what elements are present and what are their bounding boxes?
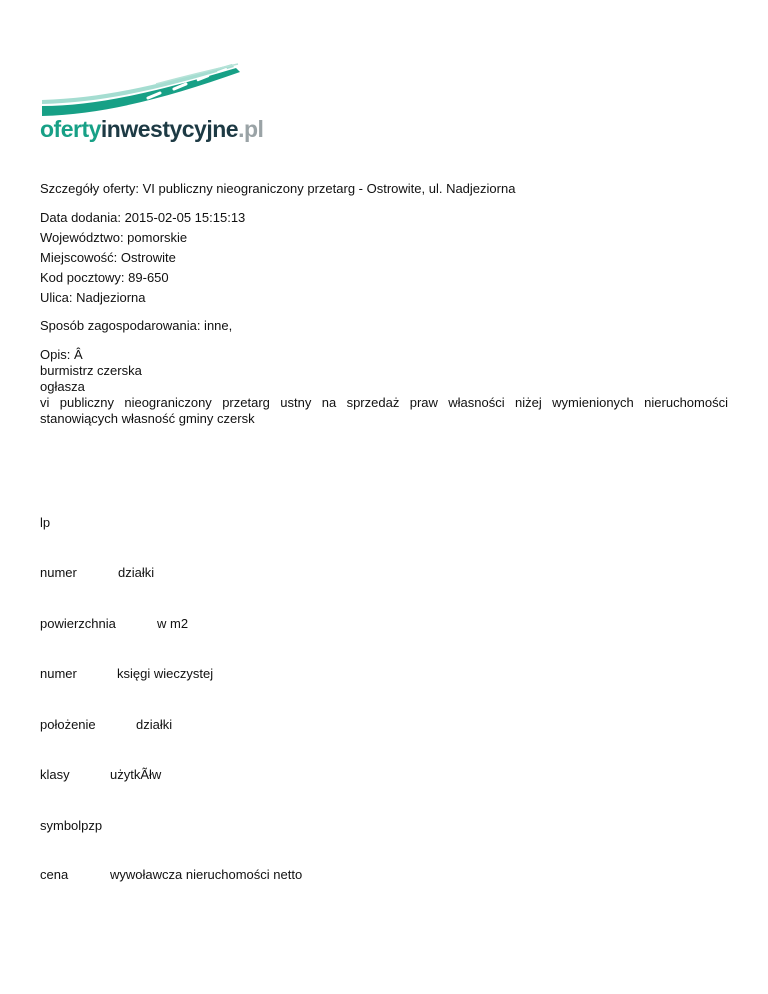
description-line-3: vi publiczny nieograniczony przetarg ustny na sprzedaż praw własności niżej wymienionych nieruchomości stanowiących własność gminy czersk [40, 395, 728, 426]
description [40, 347, 728, 427]
header-col-a: klasy [40, 767, 70, 782]
header-col-b: działki [118, 565, 155, 580]
description-line-1: burmistrz czerska [40, 363, 142, 378]
header-col-a: symbolpzp [40, 818, 103, 833]
usage: Sposób zagospodarowania: inne, [40, 318, 233, 333]
road-logo-icon [36, 62, 246, 118]
header-col-a: numer [40, 666, 77, 681]
brand-wordmark [40, 116, 263, 143]
header-col-b: działki [136, 717, 173, 732]
header-col-a: powierzchnia [40, 616, 116, 631]
header-col-a: numer [40, 565, 77, 580]
brand-part-oferty: oferty [40, 116, 101, 142]
header-col-b: wywoławcza nieruchomości netto [110, 867, 303, 882]
postal-code: Kod pocztowy: 89-650 [40, 270, 169, 285]
brand-part-inwestycyjne: inwestycyjne [100, 116, 239, 142]
header-col-a: lp [40, 515, 51, 530]
header-col-b: księgi wieczystej [117, 666, 214, 681]
date-added: Data dodania: 2015-02-05 15:15:13 [40, 210, 246, 225]
site-logo[interactable] [36, 62, 264, 148]
header-col-b: w m2 [157, 616, 189, 631]
description-line-2: ogłasza [40, 379, 85, 394]
header-col-a: cena [40, 867, 69, 882]
header-col-b: użytkÃłw [110, 767, 162, 782]
voivodeship: Województwo: pomorskie [40, 230, 188, 245]
header-col-a: położenie [40, 717, 96, 732]
street: Ulica: Nadjeziorna [40, 290, 146, 305]
brand-part-pl: .pl [238, 116, 264, 142]
offer-title: Szczegóły oferty: VI publiczny nieograniczony przetarg - Ostrowite, ul. Nadjeziorna [40, 181, 516, 196]
description-label: Opis: Â [40, 347, 83, 362]
town: Miejscowość: Ostrowite [40, 250, 176, 265]
